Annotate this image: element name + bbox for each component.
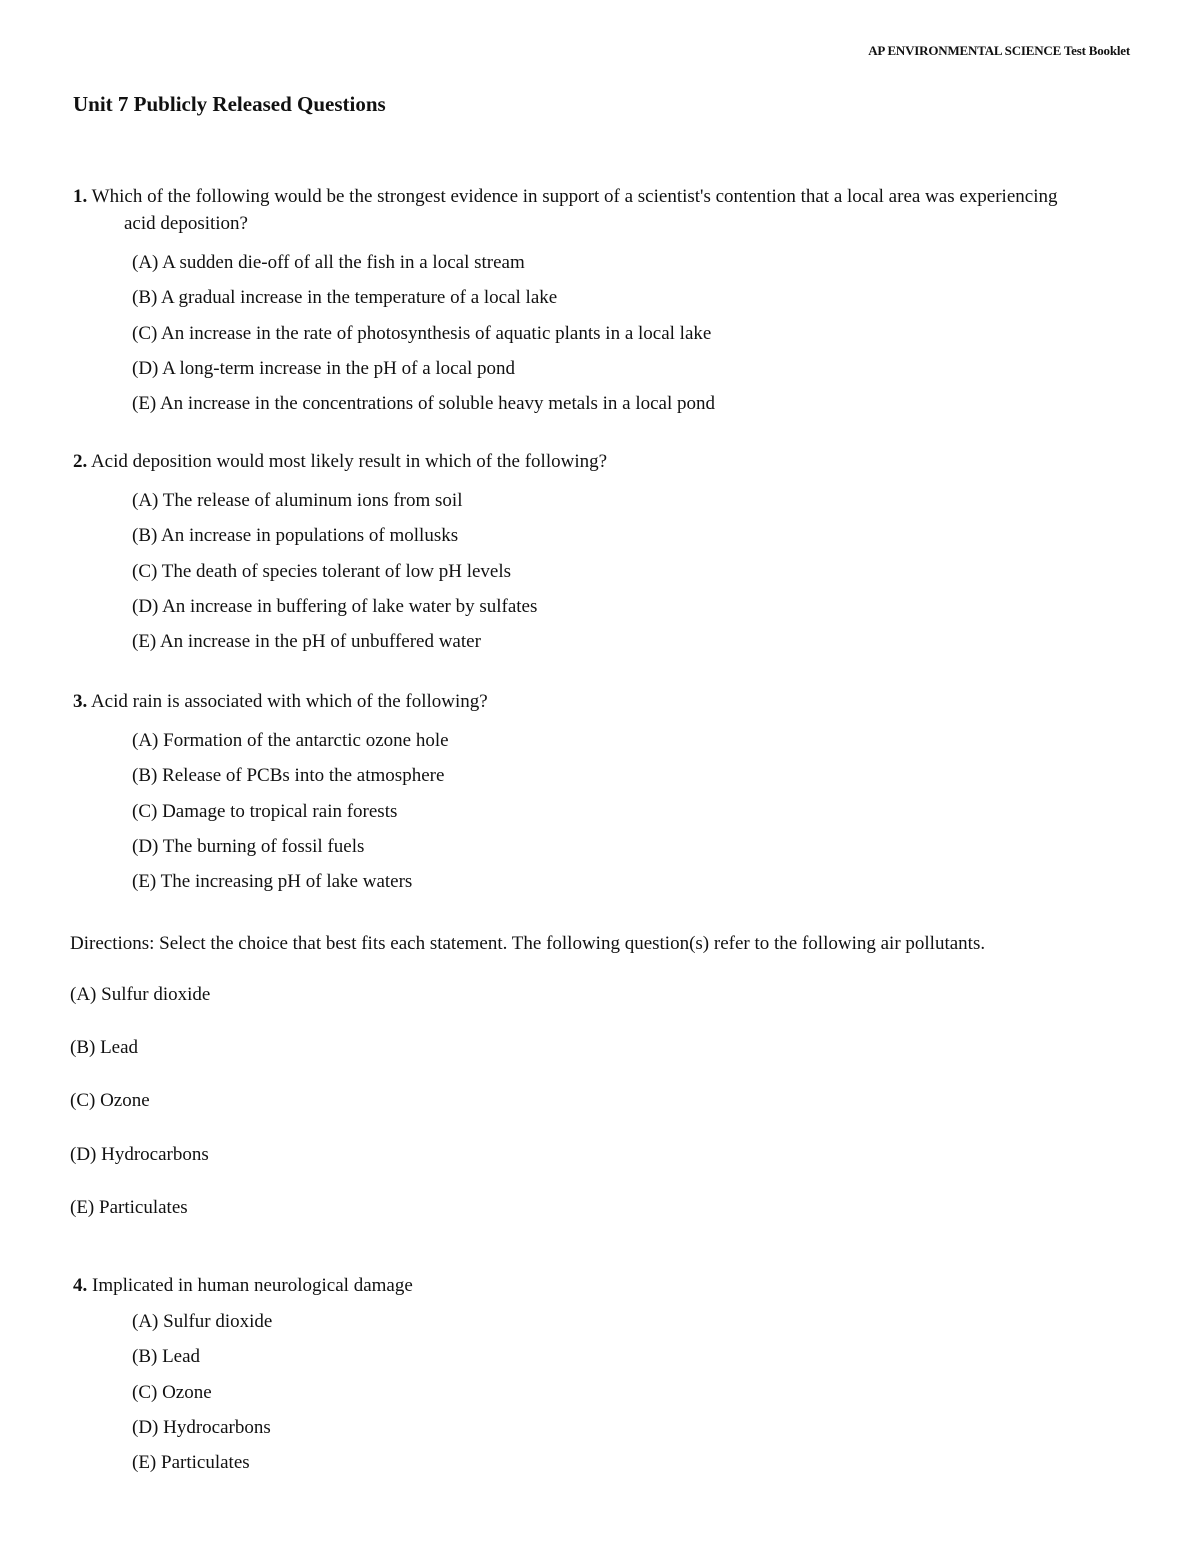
pollutant-option-e: (E) Particulates bbox=[70, 1196, 188, 1218]
answer-choice-d: (D) Hydrocarbons bbox=[132, 1416, 271, 1438]
answer-choices bbox=[73, 245, 1093, 421]
answer-choices bbox=[73, 1304, 1093, 1480]
answer-choice-b: (B) Release of PCBs into the atmosphere bbox=[132, 765, 445, 787]
question-stem bbox=[73, 183, 1093, 237]
answer-choice-d: (D) An increase in buffering of lake water by sulfates bbox=[132, 595, 538, 617]
answer-choice-a: (A) Sulfur dioxide bbox=[132, 1311, 273, 1332]
answer-choice-a: (A) The release of aluminum ions from soil bbox=[132, 490, 463, 511]
answer-choice-c: (C) Ozone bbox=[132, 1381, 212, 1403]
answer-choice-b: (B) Lead bbox=[132, 1346, 201, 1368]
pollutant-option-list bbox=[70, 980, 210, 1246]
answer-choice-d: (D) A long-term increase in the pH of a local pond bbox=[132, 357, 516, 379]
question-1 bbox=[73, 183, 1093, 421]
answer-choice-e: (E) The increasing pH of lake waters bbox=[132, 871, 413, 893]
directions-text: Directions: Select the choice that best fits each statement. The following question(s) refer to the following air pollutants. bbox=[70, 933, 986, 954]
pollutant-option-a: (A) Sulfur dioxide bbox=[70, 984, 211, 1005]
answer-choice-c: (C) An increase in the rate of photosynthesis of aquatic plants in a local lake bbox=[132, 322, 712, 344]
answer-choice-e: (E) Particulates bbox=[132, 1452, 250, 1474]
pollutant-option-c: (C) Ozone bbox=[70, 1090, 150, 1112]
answer-choices bbox=[73, 483, 1093, 659]
question-2 bbox=[73, 448, 1093, 659]
answer-choice-c: (C) Damage to tropical rain forests bbox=[132, 800, 398, 822]
answer-choice-e: (E) An increase in the pH of unbuffered water bbox=[132, 631, 481, 653]
answer-choice-c: (C) The death of species tolerant of low pH levels bbox=[132, 560, 512, 582]
question-number: 3. bbox=[73, 691, 88, 712]
answer-choice-b: (B) A gradual increase in the temperature of a local lake bbox=[132, 287, 558, 309]
question-text: Acid rain is associated with which of the following? bbox=[90, 691, 488, 712]
test-booklet-header: AP ENVIRONMENTAL SCIENCE Test Booklet bbox=[868, 43, 1130, 58]
answer-choice-a: (A) Formation of the antarctic ozone hole bbox=[132, 730, 449, 751]
question-stem bbox=[73, 1272, 1093, 1299]
page-title: Unit 7 Publicly Released Questions bbox=[73, 92, 386, 116]
question-number: 1. bbox=[73, 186, 88, 207]
answer-choice-d: (D) The burning of fossil fuels bbox=[132, 835, 365, 857]
question-text: Which of the following would be the strongest evidence in support of a scientist's contention that a local area was experiencing acid deposition? bbox=[91, 186, 1058, 234]
answer-choice-a: (A) A sudden die-off of all the fish in a local stream bbox=[132, 252, 525, 273]
answer-choices bbox=[73, 723, 1093, 899]
question-number: 4. bbox=[73, 1275, 88, 1296]
question-stem bbox=[73, 448, 1093, 475]
question-number: 2. bbox=[73, 451, 88, 472]
question-stem bbox=[73, 688, 1093, 715]
question-text: Acid deposition would most likely result in which of the following? bbox=[90, 451, 608, 472]
answer-choice-e: (E) An increase in the concentrations of soluble heavy metals in a local pond bbox=[132, 393, 716, 415]
question-text: Implicated in human neurological damage bbox=[92, 1275, 413, 1296]
question-4 bbox=[73, 1272, 1093, 1480]
pollutant-option-d: (D) Hydrocarbons bbox=[70, 1143, 209, 1165]
answer-choice-b: (B) An increase in populations of mollusks bbox=[132, 525, 459, 547]
question-3 bbox=[73, 688, 1093, 899]
pollutant-option-b: (B) Lead bbox=[70, 1037, 139, 1059]
